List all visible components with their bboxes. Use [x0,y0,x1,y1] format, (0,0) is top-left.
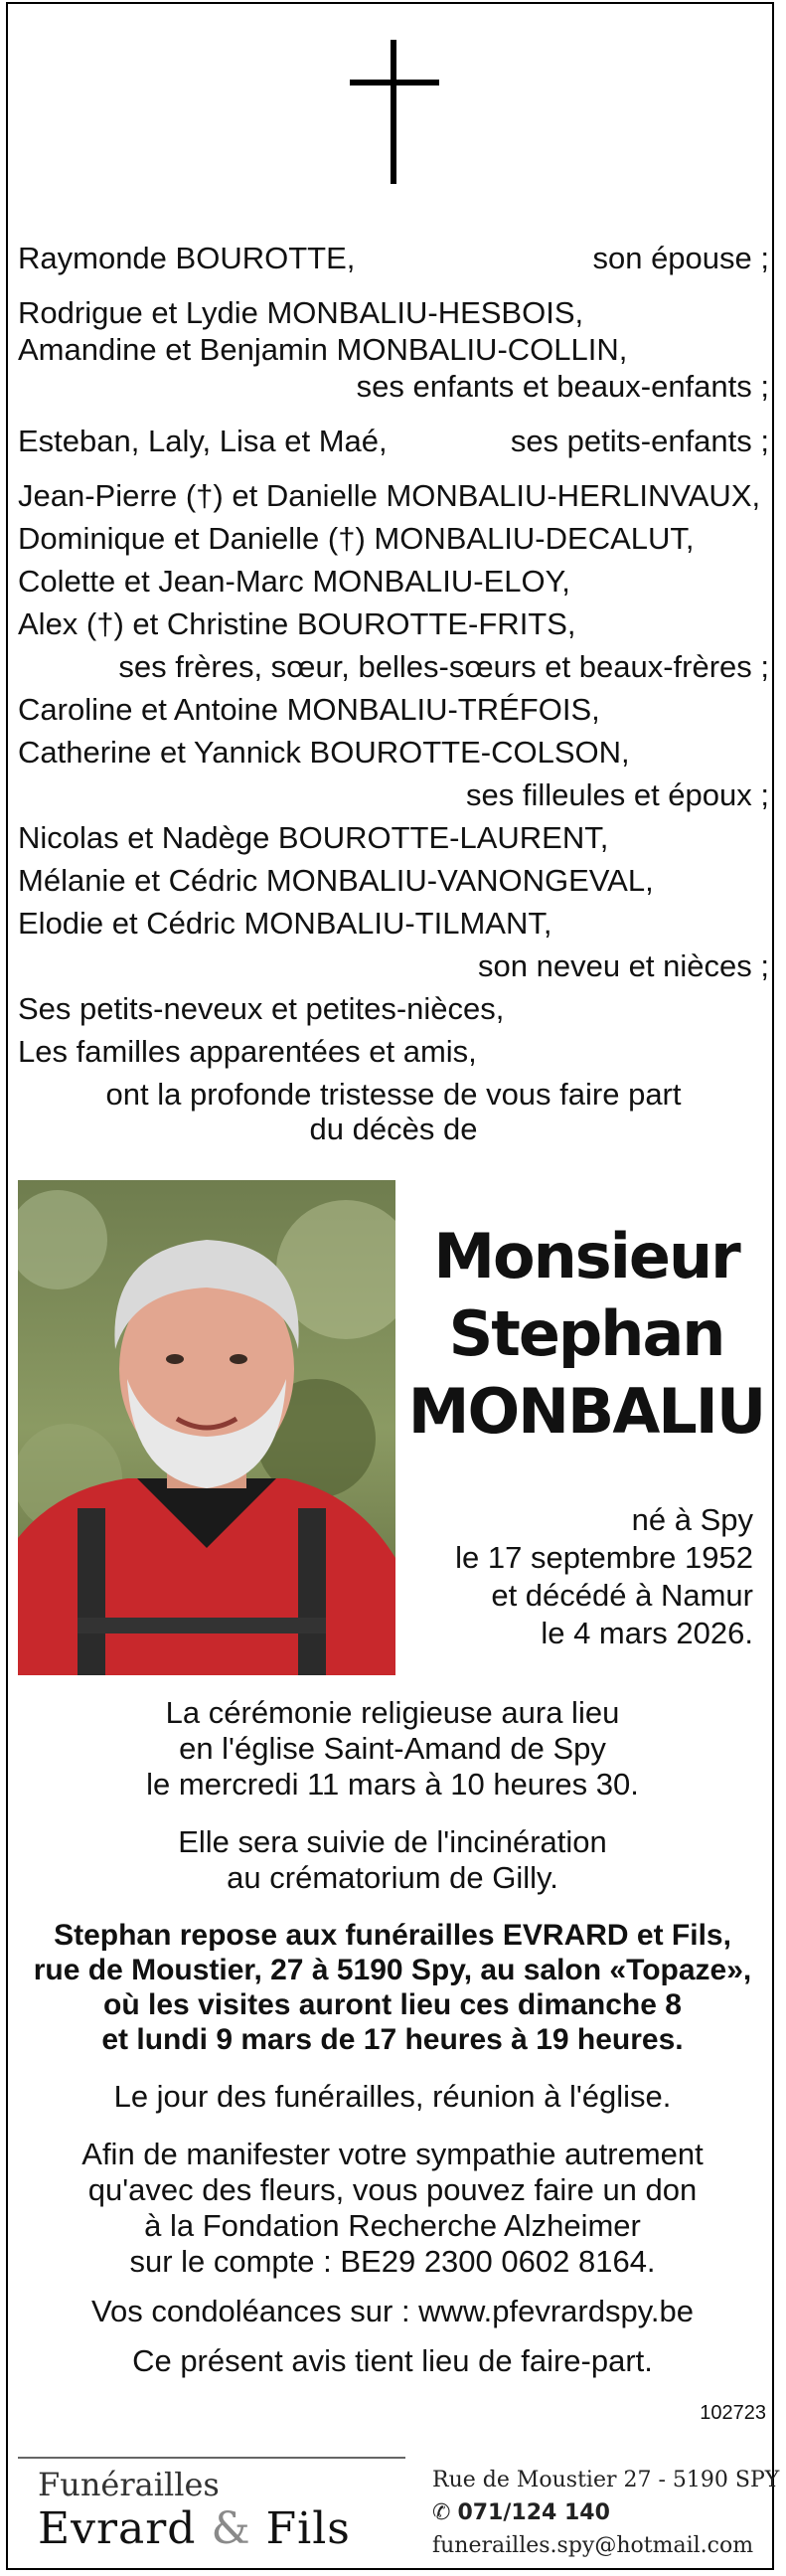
others-line: Ses petits-neveux et petites-nièces, [18,991,505,1026]
donation-paragraph: Afin de manifester votre sympathie autrement qu'avec des fleurs, vous pouvez faire un don à la Fondation Recherche Alzheimer sur le compte : BE29 2300 0602 8164. [81,2137,704,2279]
birth-line: né à Spy [631,1502,753,1537]
spouse-name: Raymonde BOUROTTE, [18,241,356,275]
visits-paragraph: Stephan repose aux funérailles EVRARD et Fils, rue de Moustier, 27 à 5190 Spy, au salon «Topaze», où les visites auront lieu ces dimanche 8 et lundi 9 mars de 17 heures à 19 heures. [33,1919,752,2056]
deceased-last-name: MONBALIU [407,1375,765,1448]
family-row-grandchildren [18,420,769,462]
grandchildren-names: Esteban, Laly, Lisa et Maé, [18,424,388,458]
footer-divider [18,2457,405,2459]
death-line: le 4 mars 2026. [541,1616,753,1650]
godchild-line: Catherine et Yannick BOUROTTE-COLSON, [18,735,630,770]
family-list [18,237,769,1150]
notice-line: Ce présent avis tient lieu de faire-part. [132,2343,653,2378]
birth-death-info [405,1501,753,1652]
nephew-line: Mélanie et Cédric MONBALIU-VANONGEVAL, [18,863,654,898]
nephew-line: Nicolas et Nadège BOUROTTE-LAURENT, [18,820,609,855]
nephew-line: Elodie et Cédric MONBALIU-TILMANT, [18,906,552,941]
death-line: et décédé à Namur [491,1578,753,1613]
portrait-photo [18,1180,395,1675]
birth-line: le 17 septembre 1952 [455,1540,753,1575]
deceased-title: Monsieur [433,1220,739,1292]
godchildren-role: ses filleules et époux ; [465,777,769,812]
phone-icon: ✆ [432,2500,458,2525]
announce-line: ont la profonde tristesse de vous faire part [105,1077,682,1112]
sibling-line: Colette et Jean-Marc MONBALIU-ELOY, [18,564,570,599]
child-line: Amandine et Benjamin MONBALIU-COLLIN, [18,332,628,367]
ceremony-paragraph: La cérémonie religieuse aura lieu en l'église Saint-Amand de Spy le mercredi 11 mars à 10 heures 30. [146,1695,639,1802]
condolences-line: Vos condoléances sur : www.pfevrardspy.be [91,2294,694,2328]
others-line: Les familles apparentées et amis, [18,1034,477,1069]
email-line: funerailles.spy@hotmail.com [432,2533,754,2558]
reference-number: 102723 [700,2402,766,2424]
sibling-line: Dominique et Danielle (†) MONBALIU-DECALUT, [18,521,695,556]
children-role: ses enfants et beaux-enfants ; [356,369,769,404]
address-line: Rue de Moustier 27 - 5190 SPY [432,2468,780,2492]
logo-funerailles: Funérailles [38,2466,220,2503]
deceased-first-name: Stephan [448,1297,724,1370]
spouse-role: son épouse ; [592,241,769,275]
cross-icon [350,40,439,184]
sibling-line: Jean-Pierre (†) et Danielle MONBALIU-HERLINVAUX, [18,478,761,513]
meeting-paragraph: Le jour des funérailles, réunion à l'église. [113,2079,672,2114]
deceased-name [405,1218,767,1451]
godchild-line: Caroline et Antoine MONBALIU-TRÉFOIS, [18,692,600,727]
ceremony-details [30,1695,755,2401]
cremation-paragraph: Elle sera suivie de l'incinération au crématorium de Gilly. [178,1824,607,1895]
sibling-line: Alex (†) et Christine BOUROTTE-FRITS, [18,606,576,641]
siblings-role: ses frères, sœur, belles-sœurs et beaux-frères ; [118,649,769,684]
logo-evrard-fils: Evrard & Fils [38,2503,351,2554]
child-line: Rodrigue et Lydie MONBALIU-HESBOIS, [18,295,584,330]
announce-line: du décès de [309,1112,478,1146]
contact-info [432,2464,779,2562]
phone-line: ✆ 071/124 140 [432,2500,610,2525]
family-row-spouse [18,237,769,279]
nephews-role: son neveu et nièces ; [478,948,769,983]
grandchildren-role: ses petits-enfants ; [510,424,769,458]
